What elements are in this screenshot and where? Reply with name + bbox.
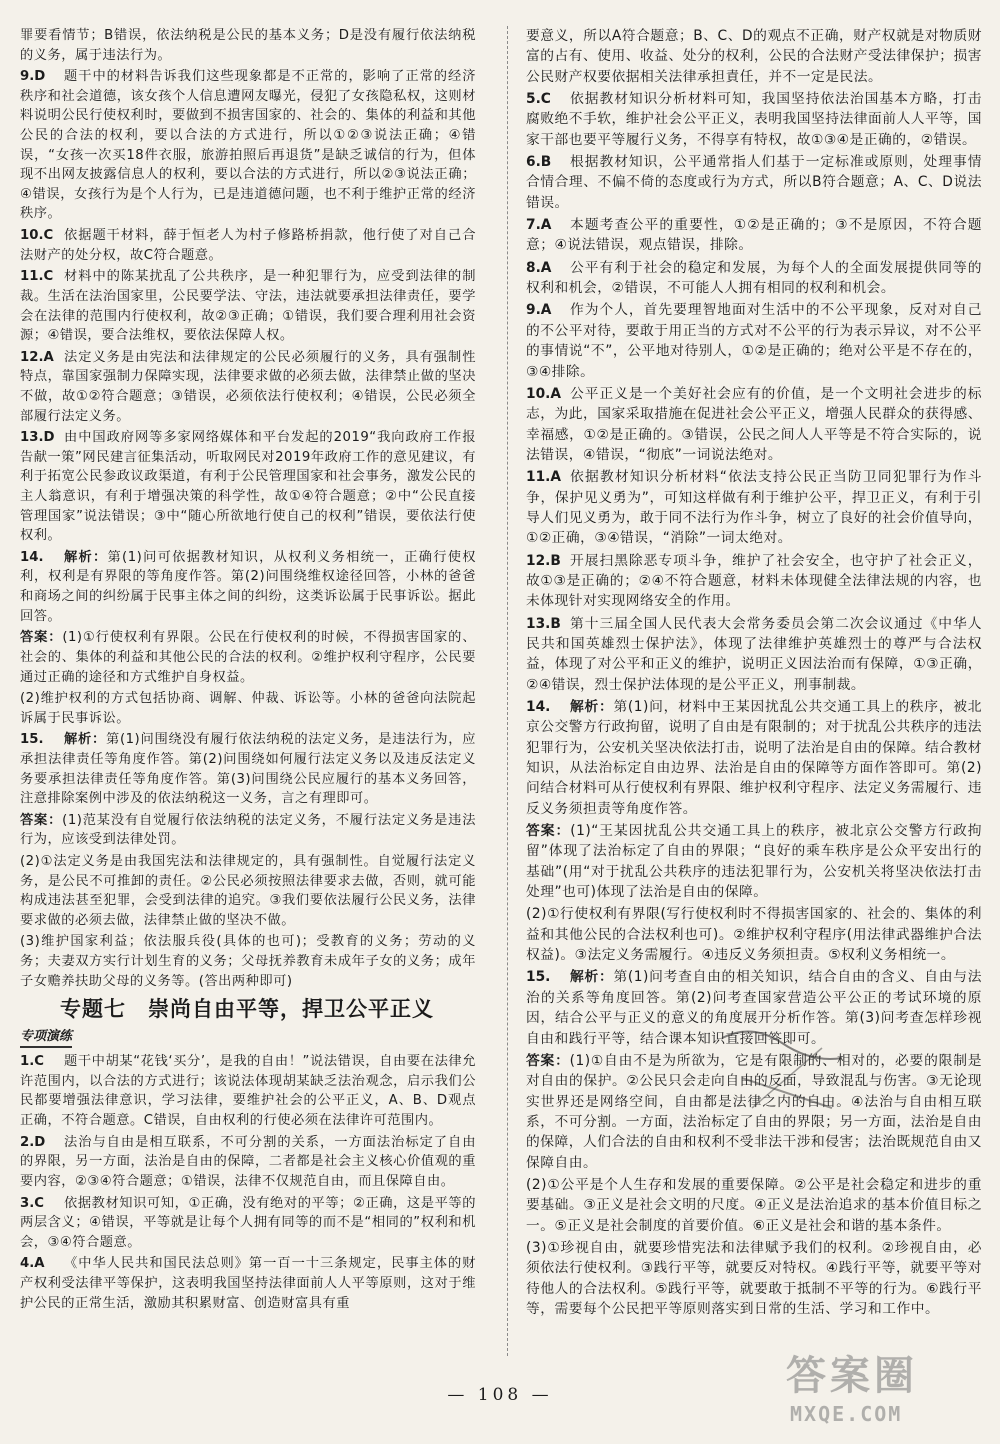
item-text	[20, 689, 476, 728]
watermark-url: MXQE.COM	[790, 1402, 903, 1426]
item-body: 依据题干材料，薛于恒老人为村子修路桥捐款，他行使了对自己合法财产的处分权，故C符合题意。	[20, 228, 476, 263]
item-number: 1.C	[20, 1054, 44, 1070]
answer-item	[20, 730, 476, 808]
item-text	[20, 1194, 476, 1253]
answer-item	[526, 614, 982, 695]
item-body: 依据教材知识可知，①正确，没有绝对的平等；②正确，这是平等的两层含义；④错误，平等就是让每个人拥有同等的而不是“相同的”权利和机会，③④符合题意。	[20, 1195, 476, 1250]
item-body: 根据教材知识，公平通常指人们基于一定标准或原则，处理事情合情合理、不偏不倚的态度或行为方式，所以B符合题意；A、C、D说法错误。	[526, 154, 982, 211]
item-text	[20, 428, 476, 546]
column-divider	[507, 26, 508, 1356]
answer-item	[20, 1194, 476, 1253]
item-text	[526, 1238, 982, 1319]
answer-item	[526, 467, 982, 548]
item-text	[20, 1052, 476, 1130]
answer-paragraph	[526, 821, 982, 902]
item-text	[526, 551, 982, 612]
answer-item	[20, 548, 476, 626]
item-text	[20, 548, 476, 626]
item-number: 11.C	[20, 269, 54, 285]
item-label: 解析：	[570, 969, 614, 986]
item-body: 第(1)问围绕没有履行依法纳税的法定义务，是违法行为，应承担法律责任等角度作答。第(2)问围绕如何履行法定义务以及违反法定义务要承担法律责任等角度作答。第(3)问围绕公民应履行的基本义务回答，注意排除案例中涉及的依法纳税这一义务，言之有理即可。	[20, 732, 476, 807]
item-text	[20, 852, 476, 930]
pen-scribble-mark	[712, 1018, 862, 1128]
item-body: 材料中的陈某扰乱了公共秩序，是一种犯罪行为，应受到法律的制裁。生活在法治国家里，公民要学法、守法，违法就要承担法律责任，要学会在法律的范围内行使权利，故②③正确；①错误，我们要合理利用社会资源；④错误，要合法维权，要依法保障人权。	[20, 269, 476, 344]
item-text	[526, 215, 982, 256]
item-body: 本题考查公平的重要性，①②是正确的；③不是原因，不符合题意；④说法错误，观点错误，排除。	[526, 217, 982, 254]
answer-item	[20, 348, 476, 426]
answer-paragraph	[526, 904, 982, 965]
item-body: 依据教材知识分析材料可知，我国坚持依法治国基本方略，打击腐败绝不手软，维护社会公平正义，表明我国坚持法律面前人人平等，国家干部也要平等履行义务，不得享有特权，故①③④是正确的，②错误。	[526, 91, 983, 148]
item-text	[526, 26, 982, 87]
item-number: 11.A	[526, 469, 561, 486]
item-number: 10.C	[20, 228, 54, 244]
item-body: (1)“王某因扰乱公共交通工具上的秩序，被北京公交警方行政拘留”体现了法治标定了自由的界限；“良好的乘车秩序是公众平安出行的基础”(用“对于扰乱公共秩序的违法犯罪行为，公安机关将坚决依法打击处理”也可)体现了法治是自由的保障。	[526, 823, 982, 901]
left-exercise-list	[20, 1052, 476, 1313]
answer-item	[526, 697, 982, 819]
item-label: 解析：	[570, 699, 614, 715]
left-answer-list	[20, 26, 476, 991]
item-text	[20, 811, 476, 850]
answer-item	[20, 267, 476, 345]
item-number: 8.A	[526, 259, 552, 276]
item-text	[526, 300, 982, 381]
item-body: 题干中胡某“花钱‘买分’，是我的自由！”说法错误，自由要在法律允许范围内，以合法的方式进行；该说法体现胡某缺乏法治观念，启示我们公民都要增强法律意识，学习法律，要维护社会的公平正义，A、B、D观点正确，不符合题意。C错误，自由权利的行使必须在法律许可范围内。	[20, 1054, 476, 1129]
item-body: (1)范某没有自觉履行依法纳税的法定义务，不履行法定义务是违法行为，应该受到法律处罚。	[20, 812, 476, 848]
item-body: 罪要看情节；B错误，依法纳税是公民的基本义务；D是没有履行依法纳税的义务，属于违法行为。	[20, 28, 476, 63]
answer-item	[526, 26, 982, 87]
answer-item	[20, 1133, 476, 1192]
item-label: 答案：	[526, 823, 571, 840]
item-text	[526, 904, 982, 965]
item-body: 《中华人民共和国民法总则》第一百一十三条规定，民事主体的财产权利受法律平等保护，这表明我国坚持法律面前人人平等原则，这对于维护公民的正常生活，激励其积累财富、创造财富具有重	[20, 1256, 476, 1311]
item-number: 3.C	[20, 1195, 44, 1211]
item-label: 答案：	[526, 1052, 570, 1069]
answer-item	[526, 258, 982, 299]
item-body: 第(1)问可依据教材知识，从权利义务相统一，正确行使权利，权利是有界限的等角度作答。第(2)问围绕维权途径回答，小林的爸爸和商场之间的纠纷属于民事主体之间的纠纷，这类诉讼属于民事诉讼。据此回答。	[20, 549, 476, 624]
answer-item	[20, 67, 476, 224]
item-body: 开展扫黑除恶专项斗争，维护了社会安全，也守护了社会正义，故①③是正确的；②④不符合题意，材料未体现健全法律法规的内容，也未体现针对实现网络安全的作用。	[526, 552, 982, 610]
answer-item	[20, 1254, 476, 1313]
item-number: 15.	[526, 969, 551, 986]
item-number: 13.D	[20, 430, 55, 446]
item-text	[20, 267, 476, 345]
item-text	[526, 89, 982, 150]
answer-paragraph	[526, 1175, 982, 1236]
item-text	[20, 1254, 476, 1313]
item-text	[526, 258, 982, 299]
item-label: 答案：	[20, 630, 63, 646]
answer-item	[20, 428, 476, 546]
answer-paragraph	[20, 852, 476, 930]
answer-item	[20, 1052, 476, 1130]
item-text	[20, 348, 476, 426]
item-text	[20, 932, 476, 991]
item-text	[526, 467, 982, 548]
answer-item	[526, 152, 982, 213]
item-number: 7.A	[526, 217, 552, 234]
answer-item	[526, 384, 982, 465]
item-number: 4.A	[20, 1256, 45, 1272]
item-body: 依据教材知识分析材料“依法支持公民正当防卫同犯罪行为作斗争，保护见义勇为”，可知这样做有利于维护公平，捍卫正义，有利于引导人们见义勇为，敢于同不法行为作斗争，树立了良好的社会价值导向，①②正确，③④错误，“消除”一词太绝对。	[526, 469, 983, 547]
item-body: 法定义务是由宪法和法律规定的公民必须履行的义务，具有强制性特点，靠国家强制力保障实现，法律要求做的必须去做，法律禁止做的坚决不做，故①②符合题意；③错误，必须依法行使权利；④错误，公民必须全部履行法定义务。	[20, 349, 476, 424]
item-body: 题干中的材料告诉我们这些现象都是不正常的，影响了正常的经济秩序和社会道德，该女孩个人信息遭网友曝光，侵犯了女孩隐私权，这则材料说明公民行使权利时，要做到不损害国家的、社会的、集体的利益和其他公民的合法的权利，要以合法的方式进行，所以①②③说法正确；④错误，“女孩一次买18件衣服，旅游拍照后再退货”是缺乏诚信的行为，但体现不出网友披露信息人的权利，要以合法的方式进行，所以②③说法正确；④错误，女孩行为是个人行为，已是违道德问题，也不利于维护正常的经济秩序。	[20, 69, 476, 222]
item-body: 公平有利于社会的稳定和发展，为每个人的全面发展提供同等的权利和机会，②错误，不可能人人拥有相同的权利和机会。	[526, 259, 982, 297]
answer-paragraph	[20, 932, 476, 991]
item-body: 第(1)问考查自由的相关知识，结合自由的含义、自由与法治的关系等角度回答。第(2)问考查国家营造公平公正的考试环境的原因，结合公平与正义的意义的角度展开分析作答。第(3)问考查怎样珍视自由和践行平等，结合课本知识直接回答即可。	[526, 969, 982, 1047]
item-body: 第十三届全国人民代表大会常务委员会第二次会议通过《中华人民共和国英雄烈士保护法》，体现了法律维护英雄烈士的尊严与合法权益，体现了对公平和正义的维护，说明正义因法治而有保障，①③正确，②④错误，烈士保护法体现的是公平正义，刑事制裁。	[526, 615, 982, 693]
item-body: (2)①行使权利有界限(写行使权利时不得损害国家的、社会的、集体的利益和其他公民的合法权利也可)。②维护权利守程序(用法律武器维护合法权益)。③法定义务需履行。④违反义务须担责。⑤权利义务相统一。	[526, 906, 982, 964]
item-number: 14.	[20, 549, 44, 565]
section-subtitle: 专项演练	[20, 1028, 72, 1048]
answer-paragraph	[20, 628, 476, 687]
item-body: (1)①自由不是为所欲为，它是有限制的、相对的，必要的限制是对自由的保护。②公民只会走向自由的反面，导致混乱与伤害。③无论现实世界还是网络空间，自由都是法律之内的自由。④法治与自由相互联系，不可分割。一方面，法治标定了自由的界限；另一方面，法治是自由的保障，人们合法的自由和权利不受非法干涉和侵害；法治既规范自由又保障自由。	[526, 1052, 983, 1171]
answer-paragraph	[20, 811, 476, 850]
item-body: 作为个人，首先要理智地面对生活中的不公平现象，反对对自己的不公平对待，要敢于用正当的方式对不公平的行为表示异议，对不公平的事情说“不”，公平地对待别人，①②是正确的；绝对公平是不存在的，③④排除。	[526, 302, 983, 380]
item-label: 解析：	[64, 732, 106, 748]
item-text	[526, 1175, 982, 1236]
item-body: 由中国政府网等多家网络媒体和平台发起的2019“我向政府工作报告献一策”网民建言征集活动，听取网民对2019年政府工作的意见建议，有利于拓宽公民参政议政渠道，有利于公民管理国家和社会事务，激发公民的主人翁意识，有利于增强决策的科学性，故①④符合题意；②中“公民直接管理国家”说法错误；③中“随心所欲地行使自己的权利”错误，要依法行使权利。	[20, 430, 476, 544]
item-text	[20, 67, 476, 224]
answer-item	[20, 26, 476, 65]
answer-item	[526, 89, 982, 150]
item-text	[526, 821, 982, 902]
topic-title: 专题七 崇尚自由平等，捍卫公平正义	[60, 996, 434, 1022]
item-number: 15.	[20, 732, 44, 748]
item-text	[20, 730, 476, 808]
item-number: 14.	[526, 699, 551, 715]
item-body: 要意义，所以A符合题意；B、C、D的观点不正确，财产权就是对物质财富的占有、使用、收益、处分的权利，公民的合法财产受法律保护；损害公民财产权要依据相关法律承担責任，并不一定是民法。	[526, 28, 983, 85]
item-number: 12.B	[526, 552, 561, 569]
answer-item	[526, 300, 982, 381]
item-text	[20, 26, 476, 65]
item-text	[20, 628, 476, 687]
item-number: 2.D	[20, 1134, 46, 1150]
item-text	[526, 152, 982, 213]
item-body: (2)①法定义务是由我国宪法和法律规定的，具有强制性。自觉履行法定义务，是公民不可推卸的责任。②公民必须按照法律要求去做，否则，就可能构成违法甚至犯罪，会受到法律的追究。③我们要依法履行公民义务，法律要求做的必须去做，法律禁止做的坚决不做。	[20, 853, 476, 928]
item-text	[20, 226, 476, 265]
item-label: 解析：	[64, 549, 108, 565]
item-text	[526, 697, 982, 819]
item-body: (2)维护权利的方式包括协商、调解、仲裁、诉讼等。小林的爸爸向法院起诉属于民事诉讼。	[20, 691, 476, 726]
item-body: 第(1)问，材料中王某因扰乱公共交通工具上的秩序，被北京公交警方行政拘留，说明了自由是有限制的；对于扰乱公共秩序的违法犯罪行为，公安机关坚决依法打击，说明了法治是自由的保障。结合教材知识，从法治标定自由边界、法治是自由的保障等方面作答即可。第(2)问结合材料可从行使权利有界限、维护权利守程序、法定义务需履行、违反义务须担责等角度作答。	[526, 699, 983, 817]
item-body: 公平正义是一个美好社会应有的价值，是一个文明社会进步的标志，为此，国家采取措施在促进社会公平正义，增强人民群众的获得感、幸福感，①②是正确的。③错误，公民之间人人平等是不符合实际的，说法错误，④错误，“彻底”一词说法绝对。	[526, 385, 983, 463]
left-column	[20, 26, 476, 1315]
item-text	[20, 1133, 476, 1192]
item-body: (3)维护国家利益；依法服兵役(具体的也可)；受教育的义务；劳动的义务；夫妻双方实行计划生育的义务；父母抚养教育未成年子女的义务；成年子女赡养扶助父母的义务等。(答出两种即可)	[20, 934, 476, 989]
item-body: (2)①公平是个人生存和发展的重要保障。②公平是社会稳定和进步的重要基础。③正义是社会文明的尺度。④正义是法治追求的基本价值目标之一。⑤正义是社会制度的首要价值。⑥正义是社会和谐的基本条件。	[526, 1176, 982, 1234]
watermark-text: 答案圈	[786, 1353, 918, 1399]
item-number: 9.D	[20, 69, 46, 85]
item-text	[526, 614, 982, 695]
item-number: 5.C	[526, 91, 551, 108]
item-number: 10.A	[526, 385, 561, 402]
item-body: 法治与自由是相互联系，不可分割的关系，一方面法治标定了自由的界限，另一方面，法治是自由的保障，二者都是社会主义核心价值观的重要内容，②③④符合题意；①错误，法律不仅规范自由，而且保障自由。	[20, 1134, 476, 1189]
item-body: (3)①珍视自由，就要珍惜宪法和法律赋予我们的权利。②珍视自由，必须依法行使权利。③践行平等，就要反对特权。④践行平等，就要平等对待他人的合法权利。⑤践行平等，就要敢于抵制不平等的行为。⑥践行平等，需要每个公民把平等原则落实到日常的生活、学习和工作中。	[526, 1239, 982, 1317]
item-text	[526, 384, 982, 465]
item-number: 12.A	[20, 349, 54, 365]
answer-paragraph	[526, 1238, 982, 1319]
watermark-logo	[786, 1344, 986, 1434]
item-number: 6.B	[526, 154, 552, 171]
answer-item	[526, 215, 982, 256]
answer-item	[526, 551, 982, 612]
page-number: — 108 —	[447, 1385, 553, 1405]
answer-paragraph	[20, 689, 476, 728]
item-number: 13.B	[526, 615, 561, 632]
item-label: 答案：	[20, 812, 63, 828]
answer-item	[20, 226, 476, 265]
item-number: 9.A	[526, 302, 552, 319]
item-body: (1)①行使权利有界限。公民在行使权利的时候，不得损害国家的、社会的、集体的利益和其他公民的合法的权利。②维护权利守程序，公民要通过正确的途径和方式维护自身权益。	[20, 630, 476, 685]
